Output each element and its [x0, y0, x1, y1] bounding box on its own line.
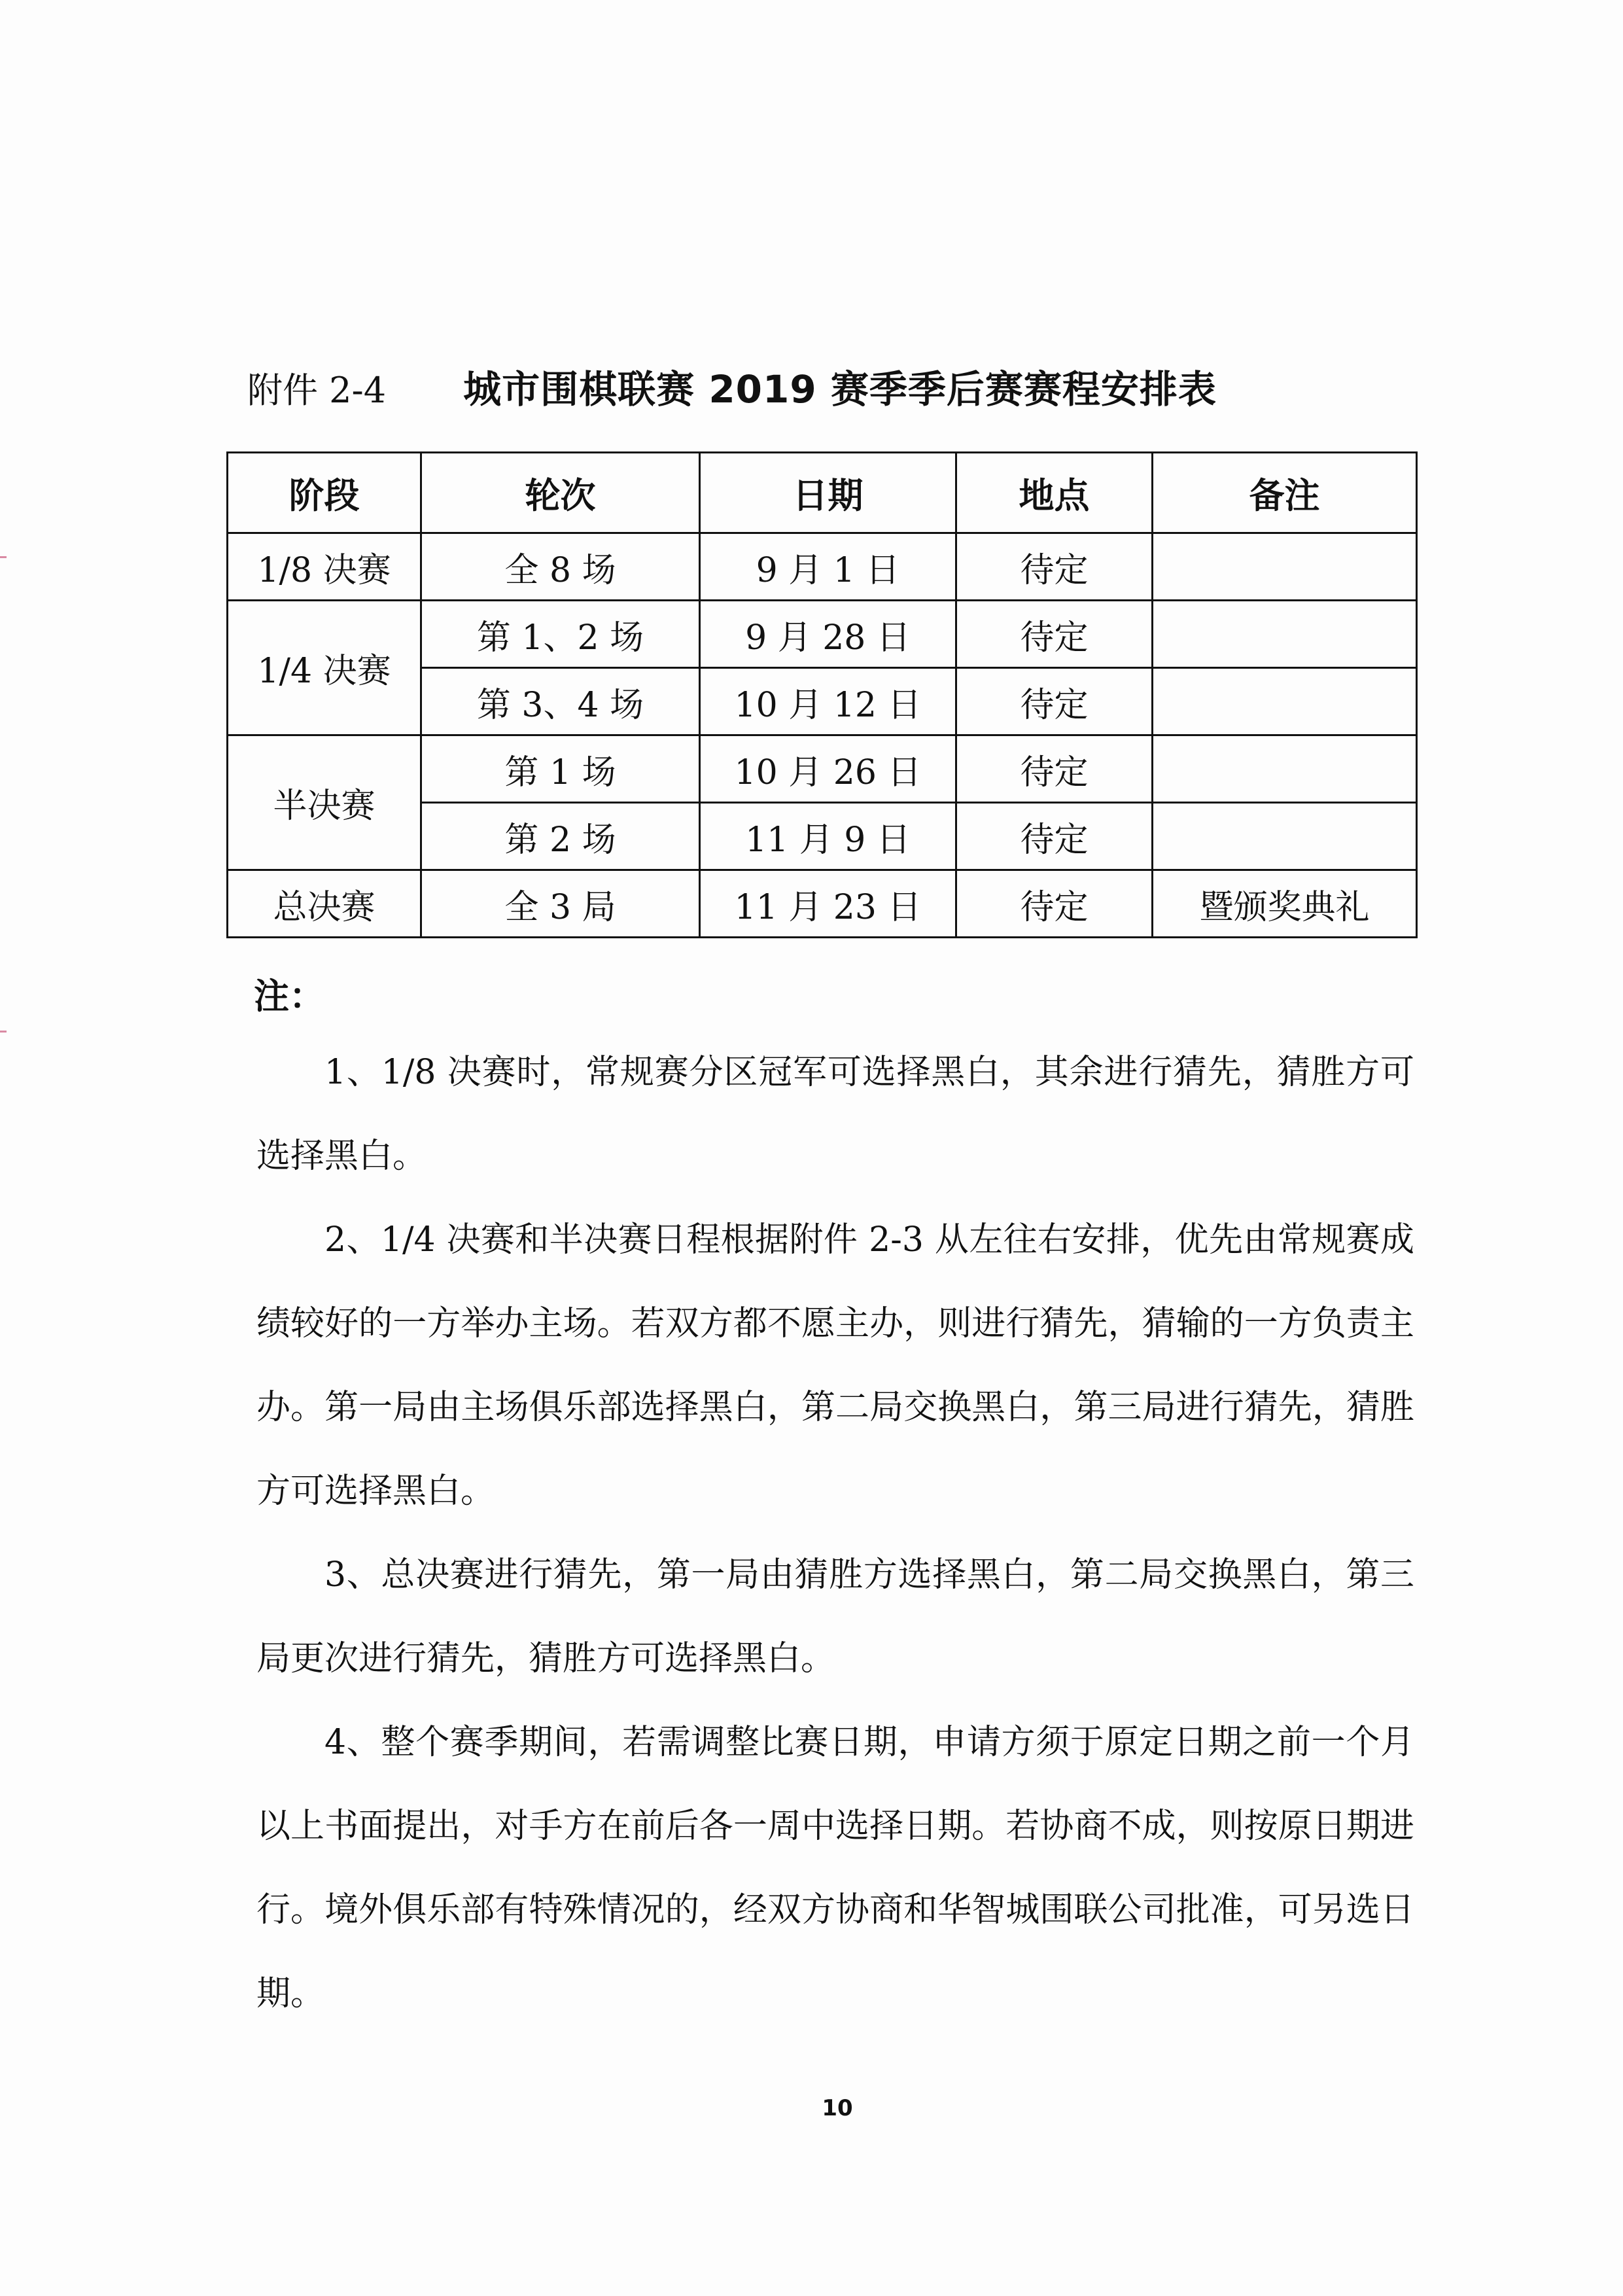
title-line	[247, 359, 1425, 417]
date-cell: 11 月 23 日	[700, 870, 956, 938]
venue-cell: 待定	[956, 870, 1153, 938]
date-cell: 9 月 28 日	[700, 601, 956, 668]
remark-cell	[1153, 668, 1417, 735]
stage-cell: 总决赛	[228, 870, 421, 938]
remark-cell	[1153, 803, 1417, 870]
round-cell: 第 1、2 场	[421, 601, 700, 668]
note-item: 1、1/8 决赛时，常规赛分区冠军可选择黑白，其余进行猜先，猜胜方可选择黑白。	[256, 1053, 1414, 1176]
table-row	[228, 870, 1417, 938]
date-cell: 9 月 1 日	[700, 533, 956, 601]
document-title: 城市围棋联赛 2019 赛季季后赛赛程安排表	[463, 367, 1217, 412]
column-header-stage: 阶段	[228, 453, 421, 533]
venue-cell: 待定	[956, 668, 1153, 735]
date-cell: 10 月 12 日	[700, 668, 956, 735]
column-header-round: 轮次	[421, 453, 700, 533]
round-cell: 第 1 场	[421, 735, 700, 803]
date-cell: 11 月 9 日	[700, 803, 956, 870]
round-cell: 第 3、4 场	[421, 668, 700, 735]
column-header-remark: 备注	[1153, 453, 1417, 533]
remark-cell	[1153, 735, 1417, 803]
round-cell: 全 3 局	[421, 870, 700, 938]
venue-cell: 待定	[956, 601, 1153, 668]
schedule-table	[226, 451, 1418, 938]
notes-heading: 注：	[254, 976, 324, 1017]
table-row	[228, 735, 1417, 803]
stage-cell: 1/4 决赛	[228, 601, 421, 735]
scan-margin-mark	[0, 556, 7, 558]
page-number: 10	[822, 2095, 853, 2121]
remark-cell: 暨颁奖典礼	[1153, 870, 1417, 938]
note-item: 4、整个赛季期间，若需调整比赛日期，申请方须于原定日期之前一个月以上书面提出，对手方在前后各一周中选择日期。若协商不成，则按原日期进行。境外俱乐部有特殊情况的，经双方协商和华智城围联公司批准，可另选日期。	[256, 1723, 1414, 2013]
round-cell: 第 2 场	[421, 803, 700, 870]
attachment-label: 附件 2-4	[247, 370, 387, 411]
stage-cell: 半决赛	[228, 735, 421, 870]
column-header-venue: 地点	[956, 453, 1153, 533]
table-header-row	[228, 453, 1417, 533]
notes-list	[256, 1031, 1414, 2036]
remark-cell	[1153, 533, 1417, 601]
date-cell: 10 月 26 日	[700, 735, 956, 803]
table-row	[228, 601, 1417, 668]
scan-margin-mark	[0, 1031, 7, 1033]
venue-cell: 待定	[956, 803, 1153, 870]
note-item: 2、1/4 决赛和半决赛日程根据附件 2-3 从左往右安排，优先由常规赛成绩较好的一方举办主场。若双方都不愿主办，则进行猜先，猜输的一方负责主办。第一局由主场俱乐部选择黑白，第二局交换黑白，第三局进行猜先，猜胜方可选择黑白。	[256, 1220, 1414, 1511]
column-header-date: 日期	[700, 453, 956, 533]
round-cell: 全 8 场	[421, 533, 700, 601]
venue-cell: 待定	[956, 533, 1153, 601]
stage-cell: 1/8 决赛	[228, 533, 421, 601]
remark-cell	[1153, 601, 1417, 668]
venue-cell: 待定	[956, 735, 1153, 803]
table-row	[228, 533, 1417, 601]
note-item: 3、总决赛进行猜先，第一局由猜胜方选择黑白，第二局交换黑白，第三局更次进行猜先，猜胜方可选择黑白。	[256, 1555, 1414, 1678]
